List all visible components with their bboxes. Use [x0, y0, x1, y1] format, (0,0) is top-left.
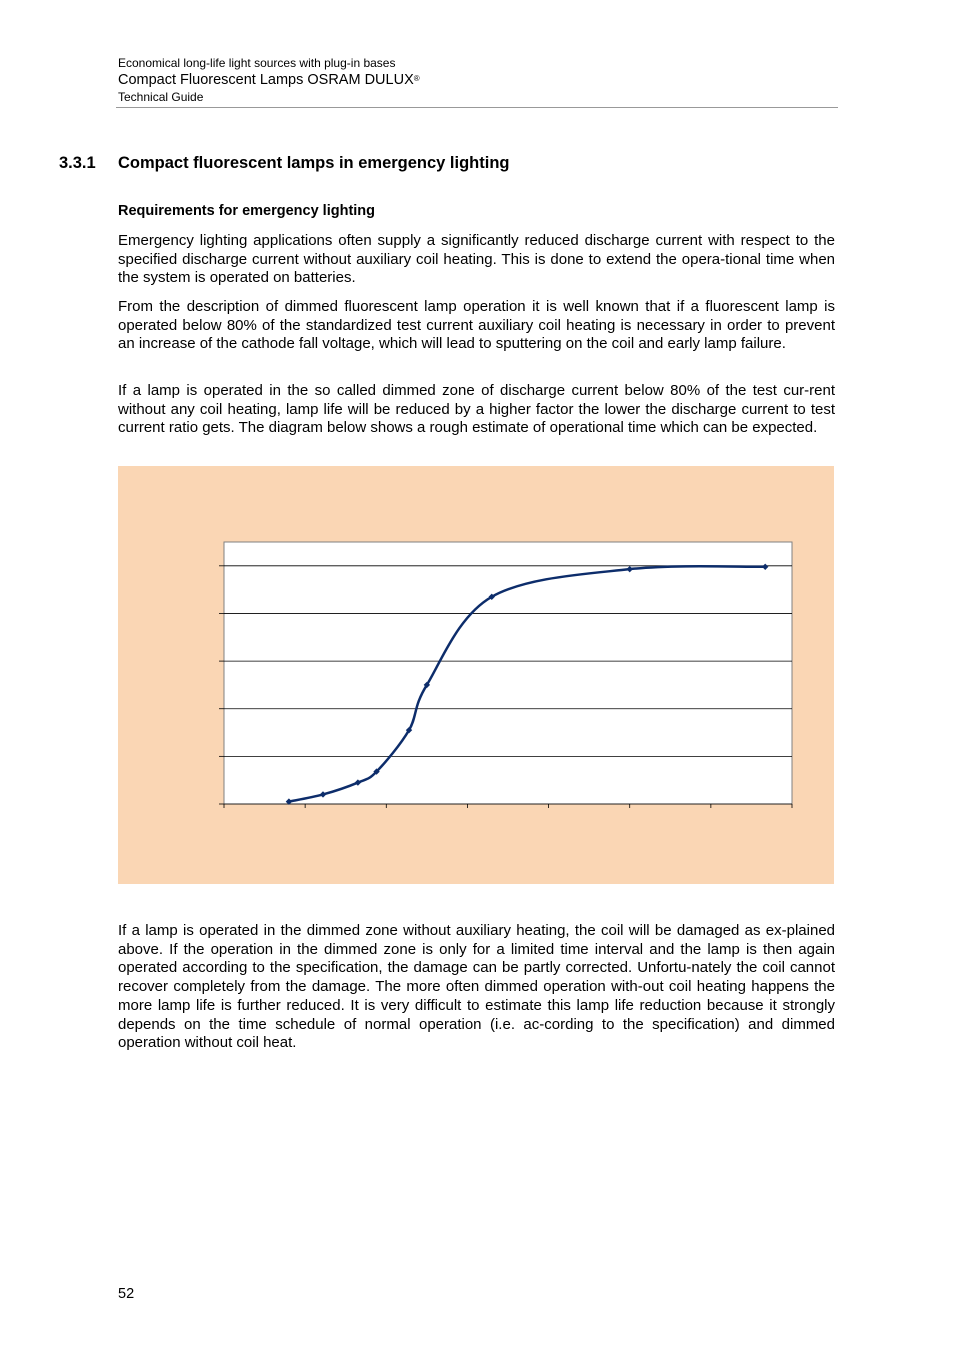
operational-time-chart: [118, 466, 834, 884]
subheading: Requirements for emergency lighting: [118, 203, 376, 219]
paragraph-3: If a lamp is operated in the so called dimmed zone of discharge current below 80% of the test cur-rent without any coil heating, lamp life will be reduced by a higher factor the lower the discharge current to test current ratio gets. The diagram below shows a rough estimate of operational time which can be expected.: [118, 382, 835, 437]
header-title-text: Compact Fluorescent Lamps OSRAM DULUX: [118, 72, 414, 88]
section-number: 3.3.1: [59, 154, 96, 172]
header-title: [118, 71, 420, 89]
page-number: 52: [118, 1286, 135, 1302]
paragraph-1: Emergency lighting applications often supply a significantly reduced discharge current with respect to the specified discharge current without auxiliary coil heating. This is done to extend the opera-tional time when the system is operated on batteries.: [118, 232, 835, 287]
plot-area: [224, 542, 792, 804]
registered-mark: ®: [413, 74, 420, 83]
section-title: Compact fluorescent lamps in emergency lighting: [118, 154, 510, 172]
header-divider: [116, 107, 838, 108]
chart-container: [118, 466, 834, 884]
header-doc-type: Technical Guide: [118, 90, 204, 104]
paragraph-4: If a lamp is operated in the dimmed zone without auxiliary heating, the coil will be damaged as ex-plained above. If the operation in the dimmed zone is only for a limited time interval and the lamp is then again operated according to the specification, the damage can be partly corrected. Unfortu-nately the coil cannot recover completely from the damage. The more often dimmed operation with-out coil heating happens the more lamp life is further reduced. It is very difficult to estimate this lamp life reduction because it strongly depends on the time schedule of normal operation (i.e. ac-cording to the specification) and dimmed operation without coil heat.: [118, 922, 835, 1052]
header-subtitle: Economical long-life light sources with plug-in bases: [118, 56, 396, 70]
paragraph-2: From the description of dimmed fluorescent lamp operation it is well known that if a fluorescent lamp is operated below 80% of the standardized test current auxiliary coil heating is necessary in order to prevent an increase of the cathode fall voltage, which will lead to sputtering on the coil and early lamp failure.: [118, 298, 835, 353]
